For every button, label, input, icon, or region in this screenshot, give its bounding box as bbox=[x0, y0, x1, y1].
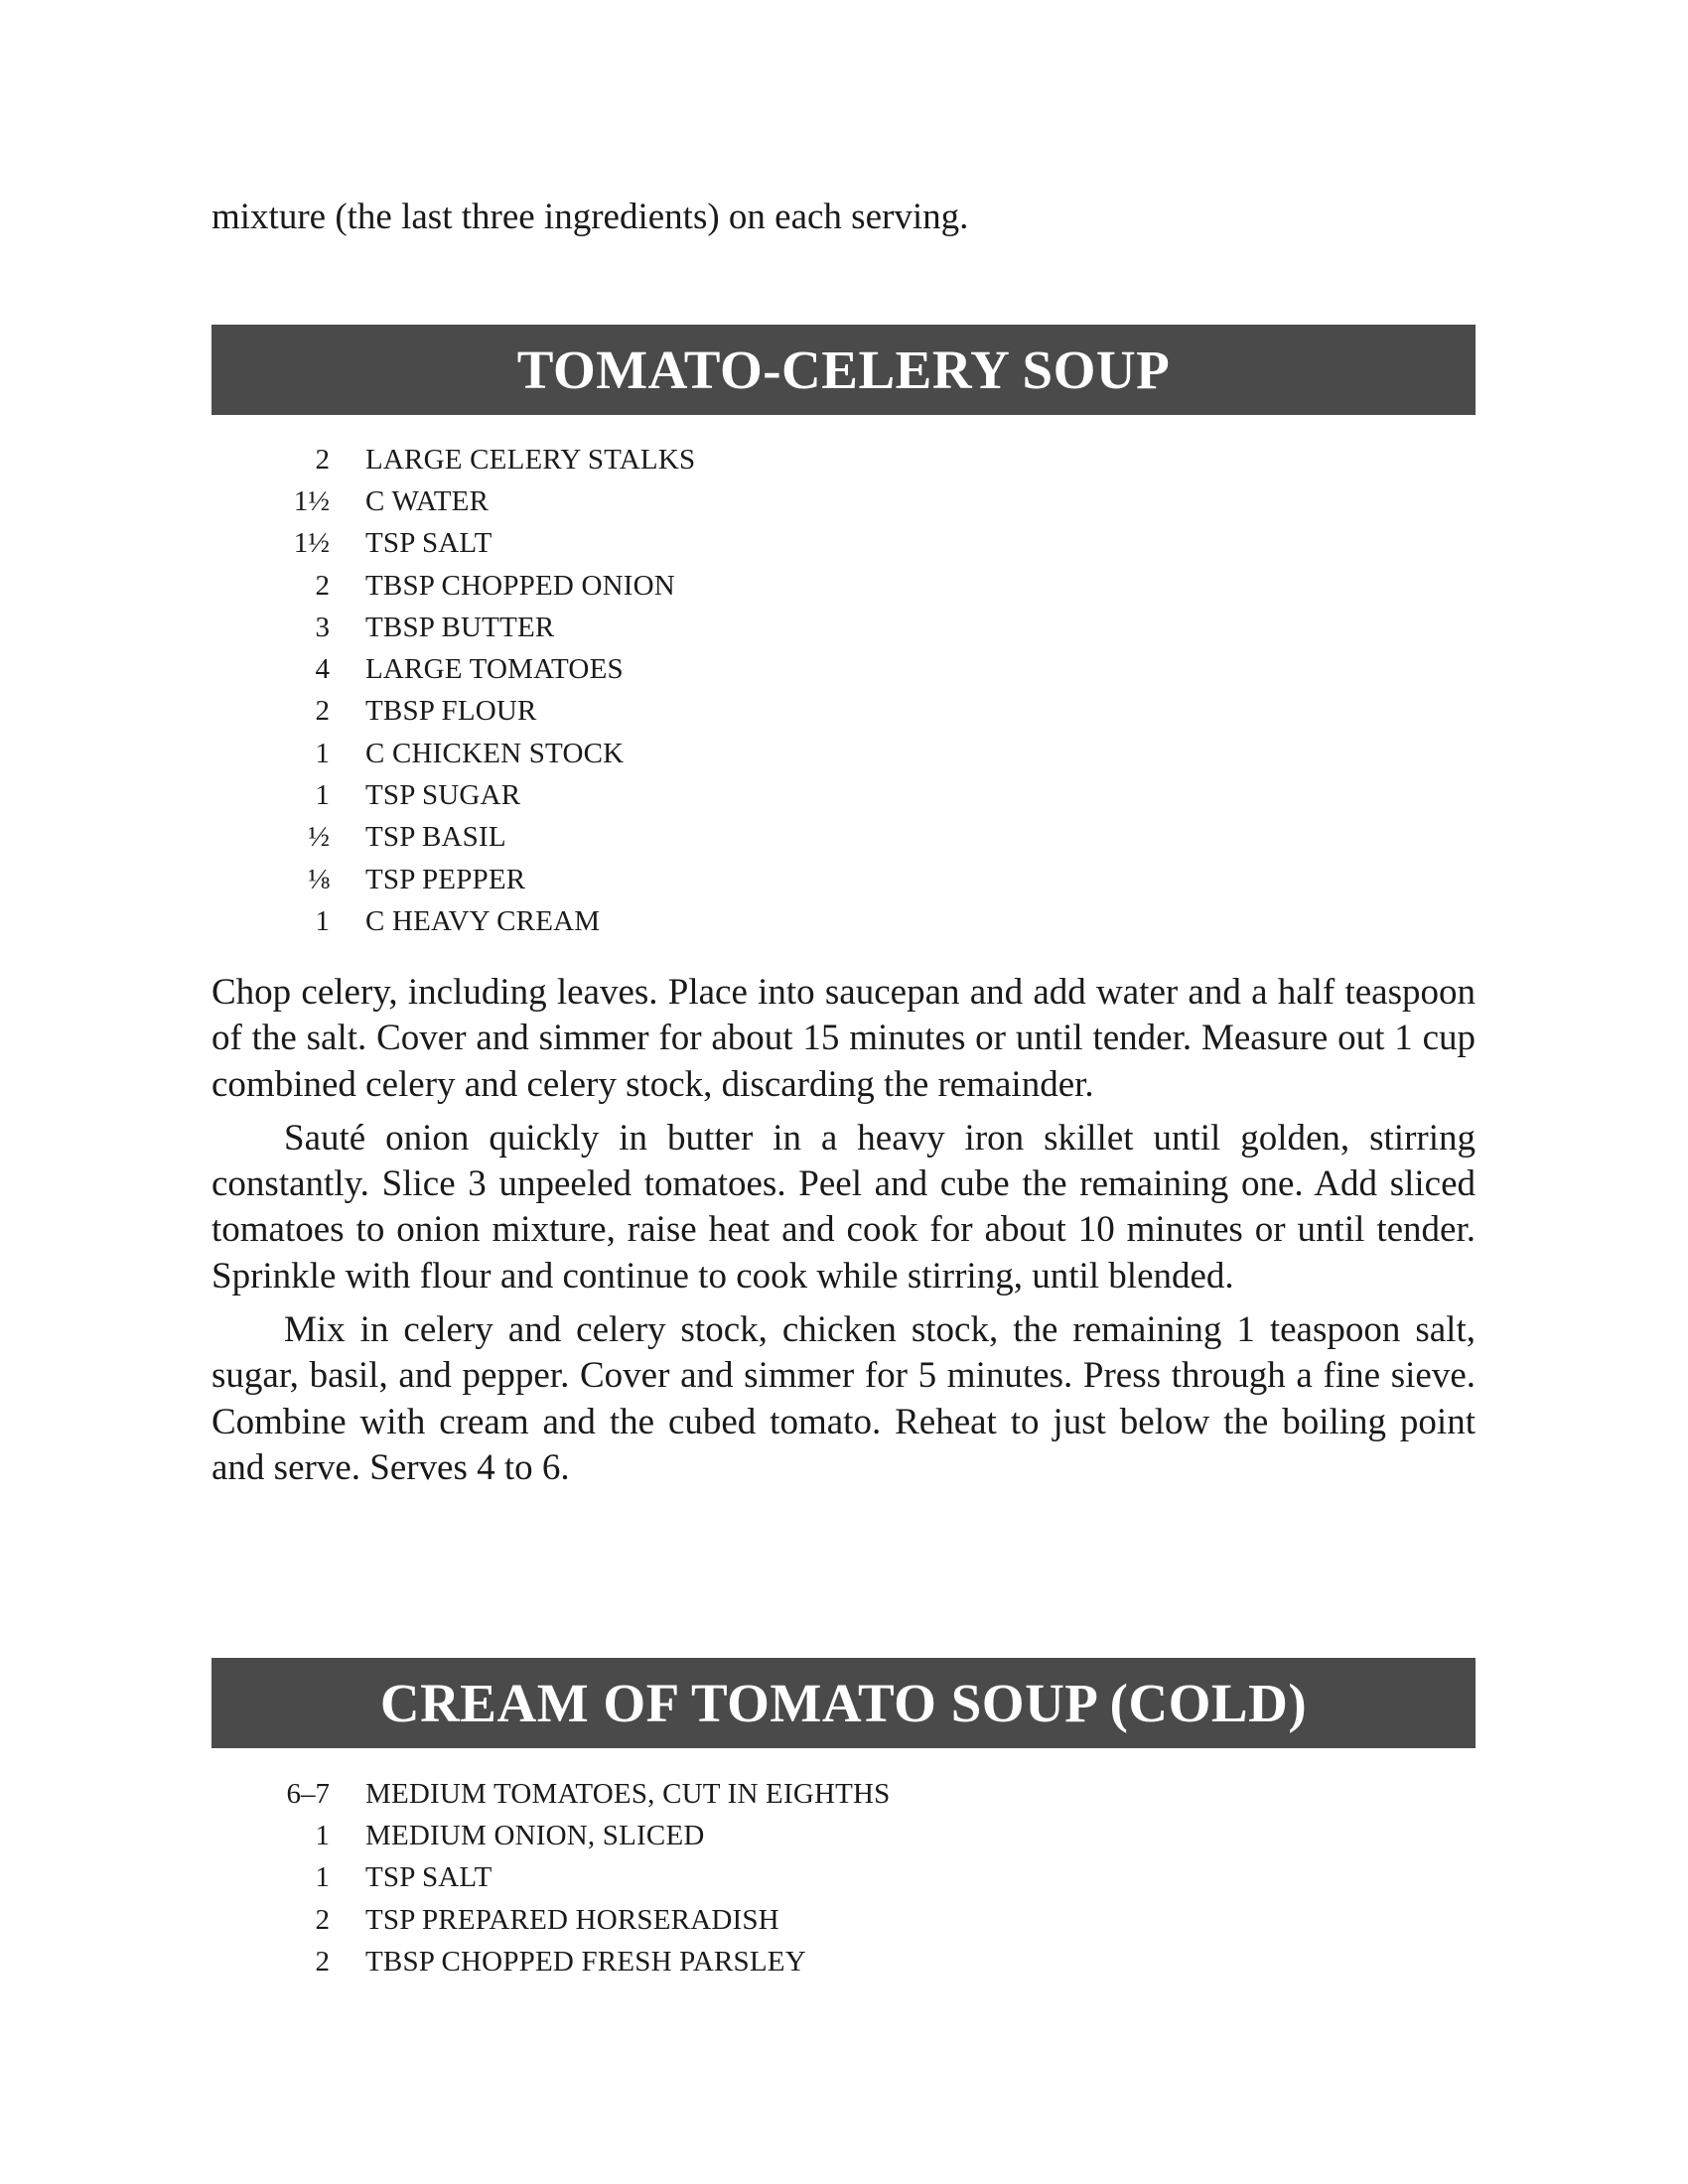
ingredient-row bbox=[211, 648, 1105, 690]
method-paragraph: Chop celery, including leaves. Place into saucepan and add water and a half teaspoon of the salt. Cover and simmer for about 15 minutes or until tender. Measure out 1 cup combined celery and celery stock, discarding the remainder. bbox=[211, 972, 1476, 1105]
ingredient-name: C HEAVY CREAM bbox=[365, 904, 601, 937]
ingredient-name: LARGE TOMATOES bbox=[365, 653, 624, 686]
ingredient-row bbox=[211, 733, 1105, 774]
ingredient-name: C WATER bbox=[365, 484, 490, 517]
ingredient-name: TBSP CHOPPED ONION bbox=[365, 569, 675, 602]
ingredient-name: TBSP FLOUR bbox=[365, 695, 537, 728]
ingredient-name: TSP PREPARED HORSERADISH bbox=[365, 1903, 779, 1936]
ingredient-quantity: 1 bbox=[315, 1819, 330, 1851]
ingredient-name: TBSP CHOPPED FRESH PARSLEY bbox=[365, 1945, 806, 1978]
ingredient-name: MEDIUM TOMATOES, CUT IN EIGHTHS bbox=[365, 1777, 891, 1810]
ingredient-quantity: 1 bbox=[315, 904, 330, 937]
ingredient-quantity: 2 bbox=[315, 1903, 330, 1936]
ingredient-name: TSP PEPPER bbox=[365, 863, 526, 895]
ingredient-row bbox=[211, 439, 1105, 480]
recipe-method bbox=[211, 970, 1476, 1499]
ingredient-quantity: 2 bbox=[315, 695, 330, 728]
method-paragraph: Sauté onion quickly in butter in a heavy iron skillet until golden, stirring constantly. Slice 3 unpeeled tomatoes. Peel and cube the remaining one. Add sliced tomatoes to onion mixture, raise heat and cook for about 10 minutes or until tender. Sprinkle with flour and continue to cook while stirring, until blended. bbox=[211, 1117, 1476, 1297]
ingredient-name: C CHICKEN STOCK bbox=[365, 737, 625, 769]
ingredient-name: TBSP BUTTER bbox=[365, 611, 555, 643]
ingredient-row bbox=[211, 1857, 1105, 1899]
ingredient-name: LARGE CELERY STALKS bbox=[365, 443, 696, 476]
ingredient-quantity: ⅛ bbox=[308, 863, 330, 895]
ingredient-row bbox=[211, 1941, 1105, 1982]
ingredient-quantity: 2 bbox=[315, 443, 330, 476]
ingredient-row bbox=[211, 774, 1105, 816]
ingredient-row bbox=[211, 523, 1105, 565]
ingredient-quantity: 2 bbox=[315, 1945, 330, 1978]
ingredient-row bbox=[211, 1899, 1105, 1941]
ingredient-name: TSP SALT bbox=[365, 527, 492, 560]
method-paragraph: Mix in celery and celery stock, chicken stock, the remaining 1 teaspoon salt, sugar, basil, and pepper. Cover and simmer for 5 minutes. Press through a fine sieve. Combine with cream and the cubed tomato. Reheat to just below the boiling point and serve. Serves 4 to 6. bbox=[211, 1309, 1476, 1488]
ingredient-quantity: ½ bbox=[308, 821, 330, 854]
ingredient-row bbox=[211, 480, 1105, 522]
recipe-title: CREAM OF TOMATO SOUP (COLD) bbox=[379, 1673, 1308, 1733]
ingredient-quantity: 1 bbox=[315, 737, 330, 769]
ingredient-name: TSP SUGAR bbox=[365, 779, 521, 812]
ingredient-quantity: 1 bbox=[315, 779, 330, 812]
ingredient-quantity: 6–7 bbox=[286, 1777, 330, 1810]
intro-text: mixture (the last three ingredients) on each serving. bbox=[211, 197, 969, 237]
ingredient-quantity: 1½ bbox=[293, 484, 330, 517]
ingredient-row bbox=[211, 900, 1105, 942]
recipe-title-banner bbox=[211, 1658, 1476, 1748]
ingredient-row bbox=[211, 1815, 1105, 1856]
ingredient-name: TSP SALT bbox=[365, 1861, 492, 1894]
ingredient-quantity: 2 bbox=[315, 569, 330, 602]
ingredient-row bbox=[211, 1773, 1105, 1815]
ingredient-quantity: 4 bbox=[315, 653, 330, 686]
ingredient-quantity: 3 bbox=[315, 611, 330, 643]
ingredient-name: TSP BASIL bbox=[365, 821, 506, 854]
recipe-title: TOMATO-CELERY SOUP bbox=[516, 340, 1171, 400]
recipe-title-banner bbox=[211, 325, 1476, 415]
ingredient-list bbox=[211, 439, 1105, 943]
ingredient-quantity: 1½ bbox=[293, 527, 330, 560]
ingredient-row bbox=[211, 859, 1105, 900]
ingredient-row bbox=[211, 691, 1105, 733]
ingredient-row bbox=[211, 565, 1105, 607]
ingredient-name: MEDIUM ONION, SLICED bbox=[365, 1819, 705, 1851]
ingredient-row bbox=[211, 817, 1105, 859]
ingredient-quantity: 1 bbox=[315, 1861, 330, 1894]
ingredient-list bbox=[211, 1773, 1105, 1982]
ingredient-row bbox=[211, 607, 1105, 648]
